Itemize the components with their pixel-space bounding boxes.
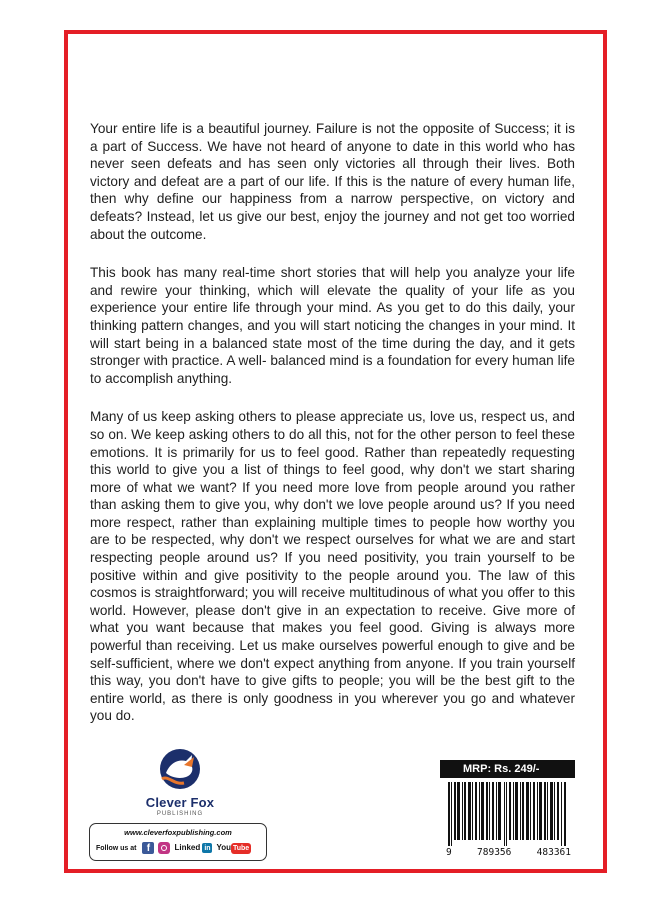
facebook-icon[interactable]: f — [142, 842, 154, 854]
publisher-name: Clever Fox — [145, 795, 215, 810]
social-box — [89, 823, 267, 861]
barcode-digit-group-1: 789356 — [477, 847, 512, 858]
paragraph-2: This book has many real-time short stories that will help you analyze your life and rewire your thinking, which will elevate the quality of your life as you experience your entire life through your mind. As you get to do this daily, your thinking pattern changes, and you will start noticing the changes in your mind. It will start being in a balanced state most of the time during the day, and it gets stronger with practice. A well- balanced mind is a foundation for every human life to accomplish anything. — [90, 265, 575, 386]
publisher-tagline: PUBLISHING — [156, 811, 204, 817]
youtube-text: You — [216, 842, 231, 852]
barcode-bars — [446, 782, 569, 846]
paragraph-3: Many of us keep asking others to please appreciate us, love us, respect us, and so on. We keep asking others to do all this, not for the other person to feel these emotions. It is primarily for us to feel good. Rather than repeatedly requesting this world to give you a list of things to feel good, why don't we start sharing more of what we want? If you need more love from people around you rather than asking them to give you, why don't we love people around us? If you need more respect, rather than explaining multiple times to people how worthy you are to be respected, why don't we respect ourselves for what we are and start respecting people around us? If you need positivity, you train yourself to be positive within and give positivity to the people around you. The law of this cosmos is straightforward; you will receive multitudinous of what you offer to this world. However, please don't give in an expectation to receive. Give more of what you want because that makes you feel good. Giving is always more powerful than receiving. Let us make ourselves powerful enough to give and be self-sufficient, where we don't expect anything from anyone. If you train yourself this way, you don't have to give gifts to people; you will be the best gift to the entire world, as there is only goodness in you wherever you go and whatever you do. — [90, 409, 575, 724]
fox-icon — [154, 745, 206, 793]
back-cover-text — [90, 120, 575, 746]
barcode-digit-prefix: 9 — [446, 847, 452, 858]
barcode-digit-group-2: 483361 — [536, 847, 571, 858]
barcode-digits — [446, 847, 571, 858]
website-link[interactable]: www.cleverfoxpublishing.com — [124, 828, 232, 837]
social-row — [96, 842, 251, 854]
price-label: MRP: Rs. 249/- — [440, 760, 575, 778]
instagram-icon[interactable] — [158, 842, 170, 854]
linkedin-link[interactable] — [174, 843, 212, 853]
youtube-icon: Tube — [232, 844, 250, 852]
youtube-link[interactable] — [216, 843, 251, 854]
linkedin-icon: in — [204, 845, 211, 852]
isbn-barcode — [440, 778, 575, 860]
paragraph-1: Your entire life is a beautiful journey. Failure is not the opposite of Success; it is a part of Success. We have not heard of anyone to date in this world who has never seen defeats and has seen only victories all through their lives. Both victory and defeat are a part of our life. If this is the nature of every human life, then why define our happiness from a narrow perspective, on victory and defeats? Instead, let us give our best, enjoy the journey and not get too worried about the outcome. — [90, 121, 575, 242]
linkedin-text: Linked — [174, 843, 201, 852]
follow-label: Follow us at — [96, 844, 137, 852]
publisher-logo — [140, 745, 220, 817]
